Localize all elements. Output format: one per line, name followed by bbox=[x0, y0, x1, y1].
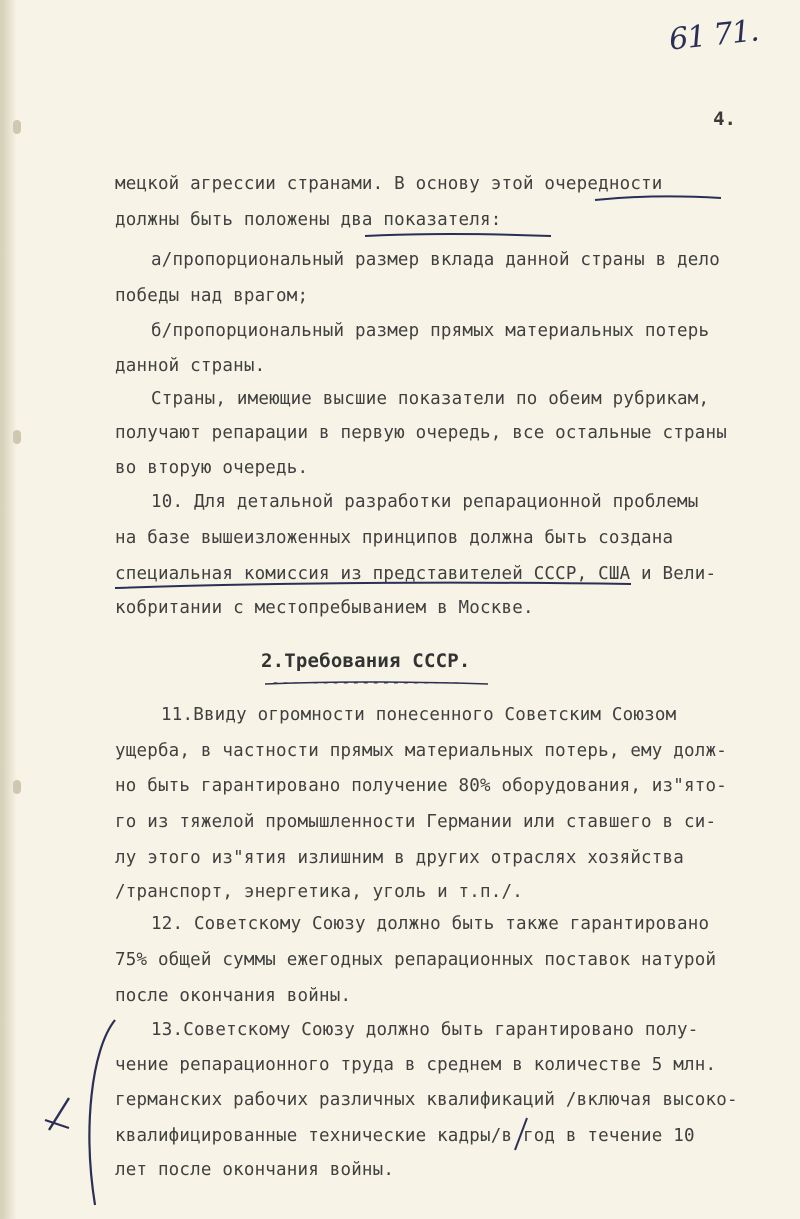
section-line: чение репарационного труда в среднем в количестве 5 млн. bbox=[115, 1055, 717, 1075]
margin-bracket bbox=[89, 1020, 115, 1205]
body-line: 10. Для детальной разработки репарационной проблемы bbox=[151, 492, 699, 512]
section-heading: 2.Требования СССР. bbox=[261, 650, 471, 672]
margin-tick bbox=[45, 1120, 69, 1128]
body-line: б/пропорциональный размер прямых материальных потерь bbox=[151, 321, 710, 341]
body-line: а/пропорциональный размер вклада данной страны в дело bbox=[151, 250, 721, 270]
pen-underline bbox=[365, 234, 551, 236]
body-line: получают репарации в первую очередь, все остальные страны bbox=[115, 423, 727, 443]
section-line: лу этого из"ятия излишним в других отраслях хозяйства bbox=[115, 848, 685, 868]
section-heading-underline: ------------------- bbox=[271, 673, 462, 691]
archive-page-mark: 61 71. bbox=[666, 13, 760, 58]
page-number: 4. bbox=[713, 108, 736, 130]
pen-slash bbox=[515, 1118, 527, 1150]
body-line: специальная комиссия из представителей СССР, США и Вели- bbox=[115, 564, 717, 584]
body-line: во вторую очередь. bbox=[115, 458, 309, 478]
handwritten-annotations bbox=[3, 0, 800, 1219]
pen-underline bbox=[265, 682, 488, 684]
section-line: квалифицированные технические кадры/в год в течение 10 bbox=[115, 1126, 695, 1146]
body-line: должны быть положены два показателя: bbox=[115, 210, 502, 230]
section-line: 12. Советскому Союзу должно быть также гарантировано bbox=[151, 914, 710, 934]
section-line: 13.Советскому Союзу должно быть гарантировано полу- bbox=[151, 1020, 699, 1040]
body-line: кобритании с местопребыванием в Москве. bbox=[115, 598, 534, 618]
pen-underline bbox=[595, 196, 721, 200]
pen-underline bbox=[115, 583, 631, 588]
section-line: го из тяжелой промышленности Германии или ставшего в си- bbox=[115, 812, 717, 832]
body-line: на базе вышеизложенных принципов должна быть создана bbox=[115, 528, 674, 548]
body-line: Страны, имеющие высшие показатели по обеим рубрикам, bbox=[151, 389, 710, 409]
section-line: но быть гарантировано получение 80% оборудования, из"ято- bbox=[115, 776, 727, 796]
section-line: 11.Ввиду огромности понесенного Советским Союзом bbox=[161, 705, 677, 725]
section-line: 75% общей суммы ежегодных репарационных поставок натурой bbox=[115, 950, 717, 970]
body-line: победы над врагом; bbox=[115, 286, 309, 306]
section-line: германских рабочих различных квалификаций /включая высоко- bbox=[115, 1090, 738, 1110]
section-line: ущерба, в частности прямых материальных потерь, ему долж- bbox=[115, 741, 727, 761]
section-line: лет после окончания войны. bbox=[115, 1160, 395, 1180]
body-line: данной страны. bbox=[115, 356, 266, 376]
section-line: /транспорт, энергетика, уголь и т.п./. bbox=[115, 882, 523, 902]
body-line: мецкой агрессии странами. В основу этой очередности bbox=[115, 174, 663, 194]
section-line: после окончания войны. bbox=[115, 986, 352, 1006]
